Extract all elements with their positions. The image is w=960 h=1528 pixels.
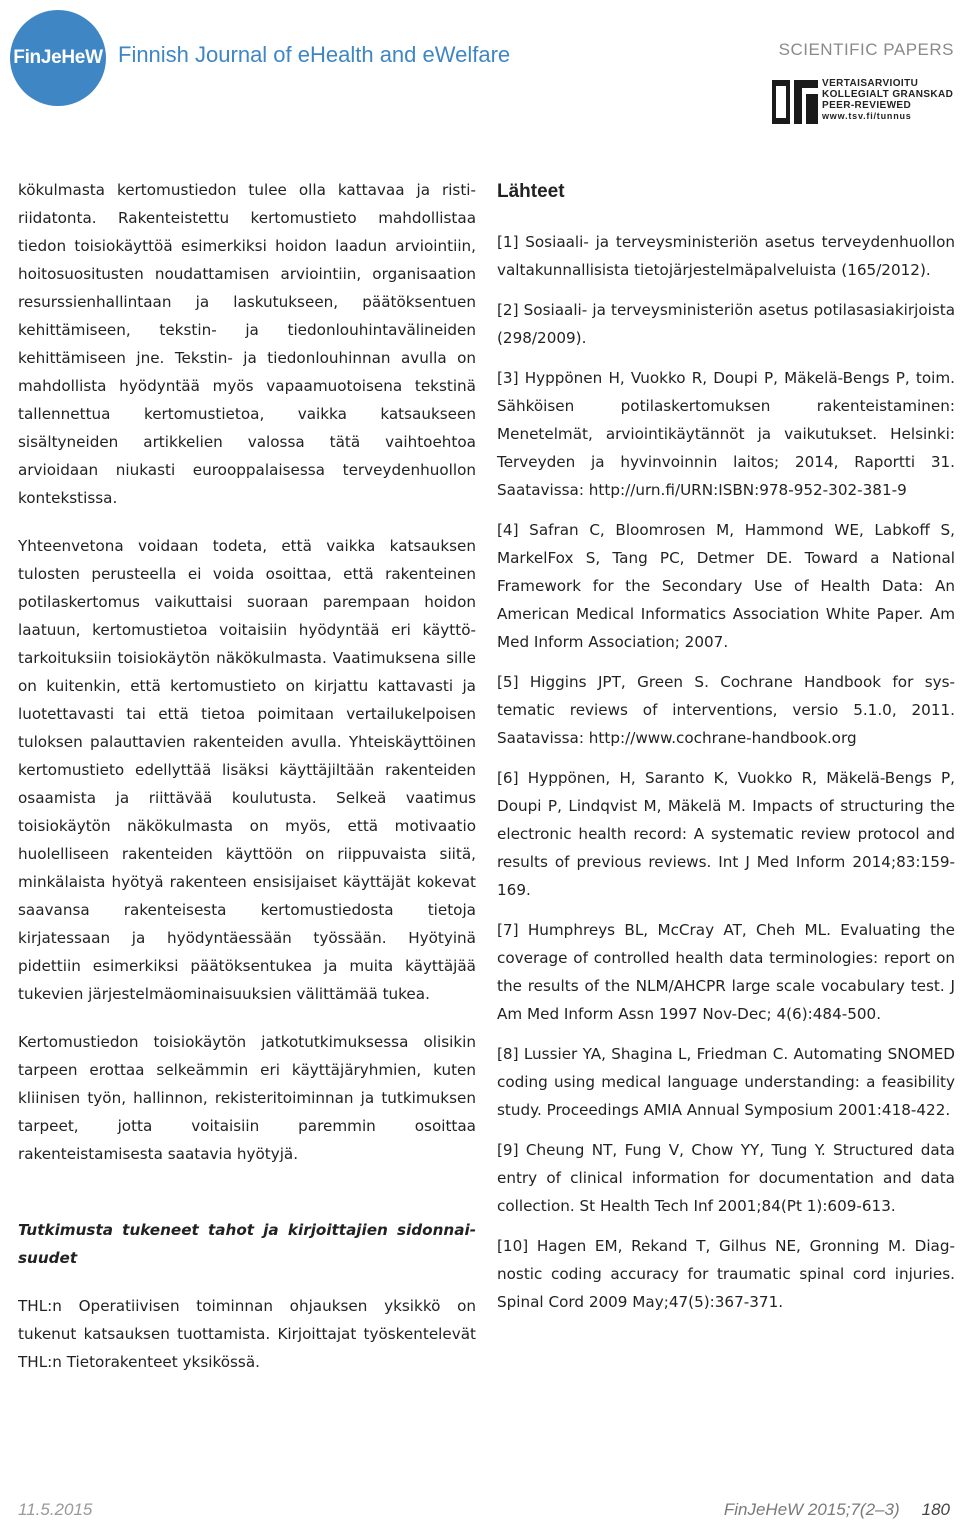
acknowledgement-text: THL:n Operatiivisen toiminnan ohjauksen yksikkö on tukenut katsauksen tuottamista. Kirjoittajat työskentelevät THL:n Tietorakenteet yksikössä. [18,1297,476,1371]
body-paragraph: kökulmasta kertomustiedon tulee olla kattavaa ja ristiriidatonta. Rakenteistettu kertomustieto mahdollistaa tiedon toisiokäyttöä esimerkiksi hoidon laadun arviointiin, hoitosuositusten noudattamisen arviointiin, organisaation resurssienhallintaan ja laskutukseen, päätöksentuen kehittämiseen, tekstin- ja tiedonlouhintavälineiden kehittämiseen jne. Tekstin- ja tiedonlouhinnan avulla on mahdollista hyödyntää myös vapaamuotoisena tekstinä tallennettua kertomustietoa, vaikka katsaukseen sisältyneiden artikkelien valossa tätä vaihtoehtoa arvioidaan niukasti eurooppalaisessa terveydenhuollon kontekstissa. [18,181,476,507]
left-column [18,176,476,1376]
peer-review-line: KOLLEGIALT GRANSKAD [822,89,954,100]
page-number: 180 [921,1500,950,1519]
reference-item: [3] Hyppönen H, Vuokko R, Doupi P, Mäkelä-Bengs P, toim. Sähköisen potilaskertomuksen rakenteistaminen: Menetelmät, arviointikäytännöt ja vaikutukset. Helsinki: Terveyden ja hyvinvoinnin laitos; 2014, Raportti 31. Saatavissa: http://urn.fi/URN:ISBN:978-952-302-381-9 [497,369,955,499]
reference-item: [6] Hyppönen, H, Saranto K, Vuokko R, Mäkelä-Bengs P, Doupi P, Lindqvist M, Mäkelä M. Impacts of structuring the electronic health record: A systematic review protocol and results of previous reviews. Int J Med Inform 2014;83:159-169. [497,769,955,899]
peer-review-line: PEER-REVIEWED [822,100,912,111]
acknowledgement-heading: Tutkimusta tukeneet tahot ja kirjoittajien sidonnaisuudet [18,1221,476,1267]
logo-text: FinJeHeW [13,47,103,68]
peer-review-line: VERTAISARVIOITU [822,78,919,89]
section-label: SCIENTIFIC PAPERS [778,40,954,59]
body-paragraph: Yhteenvetona voidaan todeta, että vaikka katsauksen tulosten perusteella ei voida osoittaa, että rakenteinen potilaskertomus vaikuttaisi suoraan parempaan hoidon laatuun, kertomustietoa voitaisiin hyödyntää eri käyttötarkoituksiin toisiokäytön näkökulmasta. Vaatimuksena sille on kuitenkin, että kertomustieto on kirjattu kattavasti ja luotettavasti tai että tietoa poimitaan vertailukelpoisen tuloksen palauttavien rakenteiden avulla. Yhteiskäyttöinen kertomustieto edellyttää lisäksi käyttäjiltään rakenteiden osaamista ja riittävää koulutusta. Selkeä vaatimus toisiokäytön näkökulmasta on myös, että motivaatio huolelliseen rakenteiden käyttöön on riippuvaista siitä, minkälaista hyötyä rakenteen ensisijaiset käyttäjät kokevat saavansa rakenteisesta kertomustiedosta tietoja kirjatessaan ja hyödyntäessään työssään. Hyötyinä pidettiin esimerkiksi päätöksentukea ja muita käyttäjää tukevien järjestelmäominaisuuksien välittämää tukea. [18,537,476,1003]
reference-item: [2] Sosiaali- ja terveysministeriön asetus potilasasiakirjoista (298/2009). [497,301,955,347]
reference-item: [1] Sosiaali- ja terveysministeriön asetus terveydenhuollon valtakunnallisista tietojärjestelmäpalveluista (165/2012). [497,233,955,279]
reference-item: [7] Humphreys BL, McCray AT, Cheh ML. Evaluating the coverage of controlled health data terminologies: report on the results of the NLM/AHCPR large scale vocabulary test. J Am Med Inform Assn 1997 Nov-Dec; 4(6):484-500. [497,921,955,1023]
body-paragraph: Kertomustiedon toisiokäytön jatkotutkimuksessa olisikin tarpeen erottaa selkeämmin eri käyttäjäryhmien, kuten kliinisen työn, hallinnon, rekisteritoiminnan ja tutkimuksen tarpeet, jotta voitaisiin paremmin osoittaa rakenteistamisesta saatavia hyötyjä. [18,1033,476,1163]
footer-citation [724,1500,950,1520]
journal-citation: FinJeHeW 2015;7(2–3) [723,1500,900,1519]
peer-review-mark-icon [772,80,818,124]
reference-item: [5] Higgins JPT, Green S. Cochrane Handbook for systematic reviews of interventions, versio 5.1.0, 2011. Saatavissa: http://www.cochrane-handbook.org [497,673,955,747]
references-column [497,176,955,1316]
peer-review-url: www.tsv.fi/tunnus [822,111,912,121]
journal-title: Finnish Journal of eHealth and eWelfare [118,42,511,67]
peer-review-badge [772,78,958,126]
footer-date: 11.5.2015 [18,1500,93,1519]
reference-item: [4] Safran C, Bloomrosen M, Hammond WE, Labkoff S, MarkelFox S, Tang PC, Detmer DE. Toward a National Framework for the Secondary Use of Health Data: An American Medical Informatics Association White Paper. Am Med Inform Association; 2007. [497,521,955,651]
reference-item: [8] Lussier YA, Shagina L, Friedman C. Automating SNOMED coding using medical language understanding: a feasibility study. Proceedings AMIA Annual Symposium 2001:418-422. [497,1045,955,1119]
reference-item: [9] Cheung NT, Fung V, Chow YY, Tung Y. Structured data entry of clinical information for documentation and data collection. St Health Tech Inf 2001;84(Pt 1):609-613. [497,1141,955,1215]
references-heading: Lähteet [497,181,565,202]
reference-item: [10] Hagen EM, Rekand T, Gilhus NE, Gronning M. Diagnostic coding accuracy for traumatic spinal cord injuries. Spinal Cord 2009 May;47(5):367-371. [497,1237,955,1311]
journal-logo [10,10,106,106]
